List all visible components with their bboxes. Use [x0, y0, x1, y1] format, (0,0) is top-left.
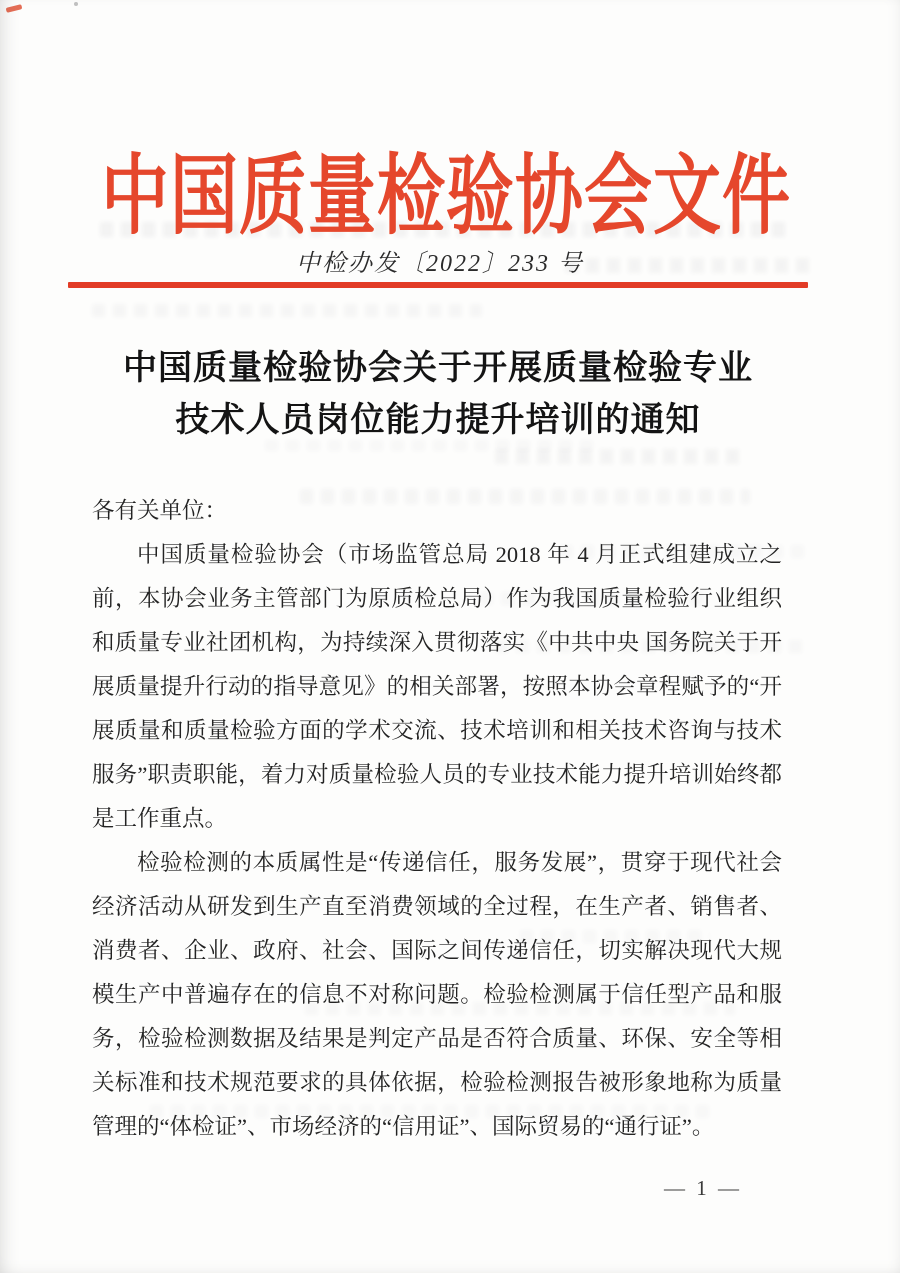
scan-speck-red [6, 4, 23, 13]
document-body [92, 489, 782, 1149]
organization-masthead-title: 中国质量检验协会文件 [100, 147, 791, 245]
salutation-line: 各有关单位： [92, 498, 228, 523]
body-paragraph-1: 中国质量检验协会（市场监管总局 2018 年 4 月正式组建成立之前，本协会业务主管部门为原质检总局）作为我国质量检验行业组织和质量专业社团机构，为持续深入贯彻落实《中共中央 国务院关于开展质量提升行动的指导意见》的相关部署，按照本协会章程赋予的“开展质量和质量检验方面的学术交流、技术培训和相关技术咨询与技术服务”职责职能，着力对质量检验人员的专业技术能力提升培训始终都是工作重点。 [92, 542, 782, 831]
notice-title [0, 342, 876, 446]
notice-title-line-1: 中国质量检验协会关于开展质量检验专业 [123, 349, 753, 387]
red-divider-rule [68, 282, 808, 288]
page-number: — 1 — [664, 1176, 742, 1200]
bleedthrough-artifact [92, 304, 482, 317]
bleedthrough-artifact [495, 449, 740, 464]
body-paragraph-2: 检验检测的本质属性是“传递信任，服务发展”，贯穿于现代社会经济活动从研发到生产直至消费领域的全过程，在生产者、销售者、消费者、企业、政府、社会、国际之间传递信任，切实解决现代大规模生产中普遍存在的信息不对称问题。检验检测属于信任型产品和服务，检验检测数据及结果是判定产品是否符合质量、环保、安全等相关标准和技术规范要求的具体依据，检验检测报告被形象地称为质量管理的“体检证”、市场经济的“信用证”、国际贸易的“通行证”。 [92, 850, 782, 1139]
scan-speck-dot [74, 2, 78, 6]
document-reference-number: 中检办发〔2022〕233 号 [296, 251, 584, 277]
notice-title-line-2: 技术人员岗位能力提升培训的通知 [175, 401, 701, 439]
